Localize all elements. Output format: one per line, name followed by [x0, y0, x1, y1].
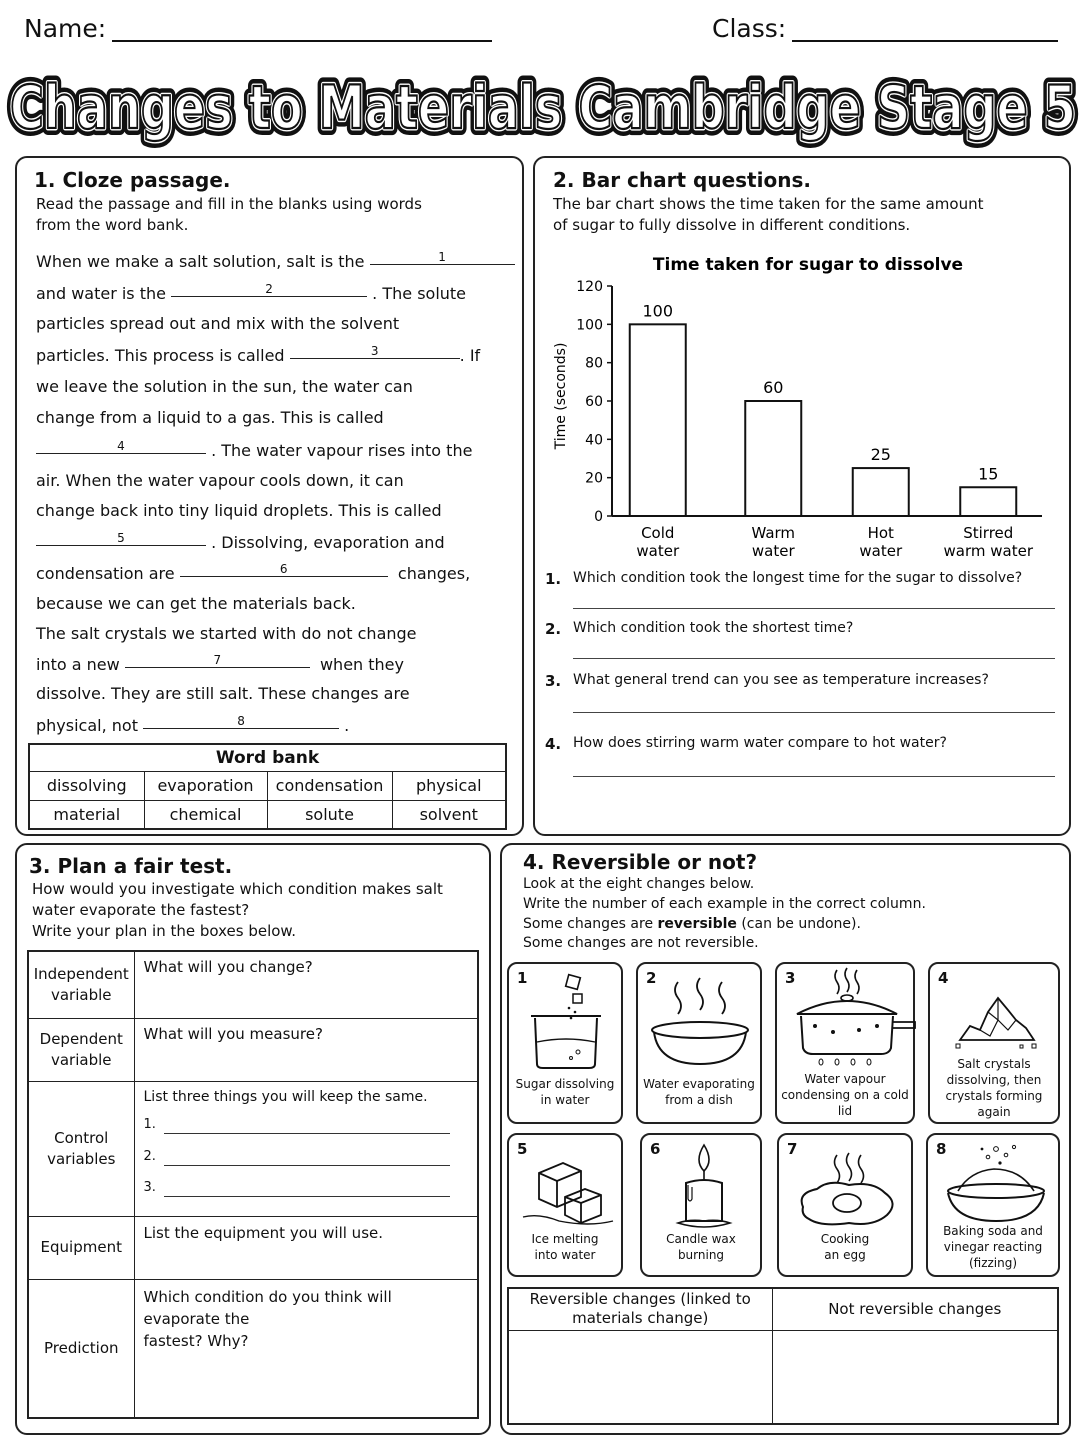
- beaker-sugar-icon: [523, 972, 613, 1072]
- blank-1[interactable]: 1: [370, 251, 515, 265]
- word-bank-word: physical: [392, 771, 506, 800]
- chart-y-tick-label: 80: [585, 355, 603, 372]
- word-bank-word: solute: [267, 800, 392, 829]
- fairtest-intro-2: water evaporate the fastest?: [32, 901, 250, 919]
- reversible-column-header: Reversible changes (linked to materials change): [508, 1288, 772, 1330]
- page-title-text: Changes to Materials Cambridge Stage 5: [10, 73, 1076, 143]
- reversible-intro-2: Write the number of each example in the correct column.: [523, 896, 926, 912]
- class-field[interactable]: [792, 12, 1058, 42]
- chart-bar: [960, 487, 1016, 516]
- bar-chart: [540, 248, 1065, 566]
- control-variables-label: Control variables: [28, 1081, 134, 1216]
- chart-x-tick-label: Cold: [641, 524, 675, 542]
- blank-7[interactable]: 7: [125, 654, 310, 668]
- equipment-label: Equipment: [28, 1216, 134, 1279]
- salt-crystals-icon: [954, 990, 1040, 1050]
- question-number: 3.: [545, 672, 562, 690]
- cloze-line: When we make a salt solution, salt is the 1: [36, 251, 515, 271]
- word-bank-title: Word bank: [29, 744, 506, 771]
- control-line-2[interactable]: [164, 1165, 450, 1166]
- cloze-line: dissolve. They are still salt. These changes are: [36, 684, 410, 703]
- fairtest-intro-1: How would you investigate which condition makes salt: [32, 880, 443, 898]
- prediction-label: Prediction: [28, 1279, 134, 1418]
- chart-bar: [630, 324, 686, 516]
- steaming-dish-icon: [648, 976, 754, 1071]
- question-number: 1.: [545, 570, 562, 588]
- chart-y-axis-label: Time (seconds): [553, 342, 569, 450]
- chart-data-label: 60: [763, 378, 784, 397]
- reversible-intro-4: Some changes are not reversible.: [523, 935, 759, 951]
- class-label: Class:: [712, 14, 787, 43]
- change-card-2[interactable]: 2 Water evaporating from a dish: [636, 962, 762, 1124]
- answer-line[interactable]: [573, 608, 1055, 609]
- chart-bar: [853, 468, 909, 516]
- chart-data-label: 25: [870, 445, 891, 465]
- word-bank: [28, 743, 507, 830]
- barchart-intro-2: of sugar to fully dissolve in different conditions.: [553, 216, 911, 234]
- question-text: Which condition took the shortest time?: [573, 620, 854, 636]
- word-bank-word: dissolving: [29, 771, 144, 800]
- blank-4[interactable]: 4: [36, 440, 206, 454]
- page-title: [6, 56, 1080, 152]
- blank-2[interactable]: 2: [171, 283, 367, 297]
- change-card-4[interactable]: 4 Salt crystals dissolving, then crystals forming again: [928, 962, 1060, 1124]
- question-number: 2.: [545, 620, 562, 638]
- chart-x-tick-label: water: [751, 542, 795, 560]
- change-card-8[interactable]: 8 Baking soda and vinegar reacting (fizzing): [926, 1133, 1060, 1277]
- cloze-line: physical, not 8 .: [36, 714, 350, 735]
- chart-x-tick-label: water: [636, 542, 680, 560]
- chart-x-tick-label: Hot: [867, 524, 894, 542]
- answer-line[interactable]: [573, 776, 1055, 777]
- fairtest-heading: 3. Plan a fair test.: [29, 854, 233, 878]
- control-line-1[interactable]: [164, 1133, 450, 1134]
- chart-data-label: 100: [642, 301, 674, 321]
- cloze-line: change back into tiny liquid droplets. This is called: [36, 501, 442, 520]
- blank-6[interactable]: 6: [180, 563, 388, 577]
- cloze-line: condensation are 6 changes,: [36, 562, 471, 583]
- barchart-heading: 2. Bar chart questions.: [553, 168, 811, 192]
- svg-text:Changes to Materials Cambridge: Changes to Materials Cambridge Stage 5: [10, 73, 1076, 143]
- cloze-line: and water is the 2 . The solute: [36, 282, 467, 303]
- fair-test-table: [27, 950, 479, 1419]
- chart-x-tick-label: warm water: [943, 542, 1033, 560]
- independent-variable-label: Independent variable: [28, 951, 134, 1018]
- question-text: How does stirring warm water compare to hot water?: [573, 735, 947, 751]
- answer-line[interactable]: [573, 712, 1055, 713]
- chart-x-tick-label: Warm: [751, 524, 796, 542]
- cloze-line: The salt crystals we started with do not change: [36, 624, 417, 643]
- reversible-intro-3: Some changes are reversible (can be undone).: [523, 916, 861, 932]
- cloze-line: into a new 7 when they: [36, 653, 404, 674]
- independent-variable-field[interactable]: What will you change?: [134, 951, 478, 1018]
- word-bank-word: solvent: [392, 800, 506, 829]
- change-card-3[interactable]: 3 Water vapour condensing on a cold lid: [775, 962, 915, 1124]
- chart-data-label: 15: [978, 464, 999, 484]
- cloze-line: 4 . The water vapour rises into the: [36, 440, 472, 460]
- chart-y-tick-label: 120: [576, 279, 603, 295]
- control-line-3[interactable]: [164, 1196, 450, 1197]
- cloze-line: because we can get the materials back.: [36, 594, 356, 613]
- cloze-instructions-1: Read the passage and fill in the blanks using words: [36, 195, 422, 213]
- name-label: Name:: [24, 14, 107, 43]
- reversible-heading: 4. Reversible or not?: [523, 850, 758, 874]
- dependent-variable-label: Dependent variable: [28, 1018, 134, 1081]
- svg-text:Changes to Materials Cambridge: Changes to Materials Cambridge Stage 5: [10, 73, 1076, 143]
- ice-cubes-icon: [519, 1157, 615, 1227]
- blank-8[interactable]: 8: [143, 715, 339, 729]
- name-field[interactable]: [112, 12, 492, 42]
- change-card-5[interactable]: 5 Ice melting into water: [507, 1133, 623, 1277]
- chart-y-tick-label: 40: [585, 432, 603, 449]
- not-reversible-column-header: Not reversible changes: [772, 1288, 1058, 1330]
- cloze-line: change from a liquid to a gas. This is called: [36, 408, 384, 427]
- chart-x-tick-label: Stirred: [963, 524, 1014, 542]
- chart-title: Time taken for sugar to dissolve: [652, 255, 964, 275]
- equipment-field[interactable]: List the equipment you will use.: [134, 1216, 478, 1279]
- not-reversible-answer-cell[interactable]: [772, 1330, 1058, 1424]
- cloze-instructions-2: from the word bank.: [36, 216, 189, 234]
- barchart-intro-1: The bar chart shows the time taken for the same amount: [553, 195, 984, 213]
- dependent-variable-field[interactable]: What will you measure?: [134, 1018, 478, 1081]
- word-bank-word: material: [29, 800, 144, 829]
- question-text: Which condition took the longest time for the sugar to dissolve?: [573, 570, 1023, 586]
- change-card-6[interactable]: 6 Candle wax burning: [640, 1133, 762, 1277]
- control-variables-field[interactable]: List three things you will keep the same. 1. 2. 3.: [134, 1081, 478, 1216]
- question-text: What general trend can you see as temperature increases?: [573, 672, 989, 688]
- reversible-intro-1: Look at the eight changes below.: [523, 876, 755, 892]
- fried-egg-icon: [793, 1149, 903, 1229]
- fairtest-intro-3: Write your plan in the boxes below.: [32, 922, 297, 940]
- reversible-answer-cell[interactable]: [508, 1330, 772, 1424]
- cloze-line: 5 . Dissolving, evaporation and: [36, 532, 445, 552]
- chart-y-tick-label: 100: [576, 317, 603, 334]
- cloze-line: particles. This process is called 3 . If: [36, 344, 481, 365]
- prediction-field[interactable]: Which condition do you think will evaporate the fastest? Why?: [134, 1279, 478, 1418]
- fizzing-bowl-icon: [942, 1143, 1048, 1225]
- cloze-line: we leave the solution in the sun, the water can: [36, 377, 413, 396]
- cloze-heading: 1. Cloze passage.: [34, 168, 231, 192]
- cloze-line: particles spread out and mix with the solvent: [36, 314, 400, 333]
- blank-5[interactable]: 5: [36, 532, 206, 546]
- question-number: 4.: [545, 735, 562, 753]
- chart-y-tick-label: 0: [594, 509, 603, 525]
- chart-x-tick-label: water: [859, 542, 903, 560]
- chart-bar: [745, 401, 801, 516]
- pot-lid-icon: [793, 966, 917, 1066]
- cloze-line: air. When the water vapour cools down, it can: [36, 471, 404, 490]
- sorting-table: [507, 1287, 1059, 1425]
- word-bank-word: condensation: [267, 771, 392, 800]
- change-card-1[interactable]: 1 Sugar dissolving in water: [507, 962, 623, 1124]
- candle-icon: [674, 1141, 734, 1231]
- chart-y-tick-label: 60: [585, 394, 603, 410]
- word-bank-word: chemical: [144, 800, 267, 829]
- word-bank-word: evaporation: [144, 771, 267, 800]
- answer-line[interactable]: [573, 658, 1055, 659]
- change-card-7[interactable]: 7 Cooking an egg: [777, 1133, 913, 1277]
- chart-y-tick-label: 20: [585, 470, 603, 487]
- blank-3[interactable]: 3: [290, 345, 460, 359]
